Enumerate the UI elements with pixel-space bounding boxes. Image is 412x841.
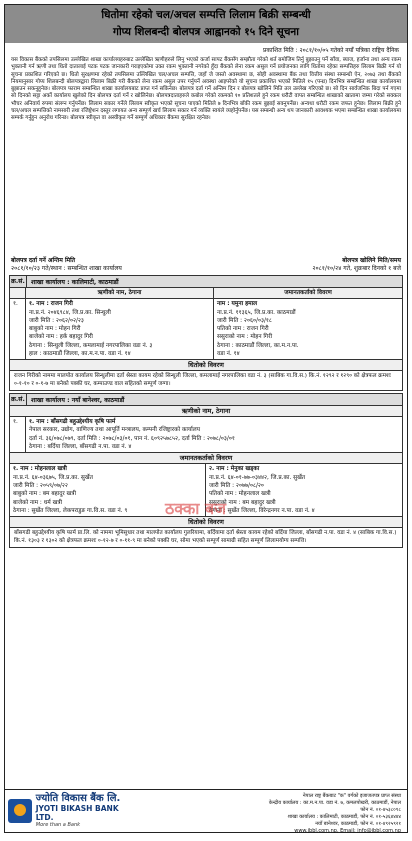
intro-paragraph: यस विकास बैंकको तपसिलमा उल्लेखित शाखा कार्यालयहरुबाट उल्लेखित ऋणीहरुले लिनु भएको कर्जा सापट बैंकसँग सम्झौता गरेको शर्त बमोजिम तिर्नु बुझाउनु पर्ने साँवा, ब्याज, हर्जाना तथा अन्य रकम भुक्तानी गर्न ऋणी तथा धितो दातालाई पटक पटक जानकारी गराइएकोमा उक्त रकम भुक्तानी नगरेको हुँदा बैंकको लेना रकम असुल गर्ने प्रयोजनका लागि धितोमा रहेका सम्पत्तिहरु लिलाम बिक्री गर्न यो सूचना प्रकाशित गरिएको छ। धितो सुरक्षणमा रहेको तपसिलमा उल्लिखित चल/अचल सम्पत्ति, जहाँ जे जस्तो अवस्थामा छ, सोही अवस्थामा बैंक तथा वित्तीय संस्था सम्बन्धी ऐन, २०७३ तथा बैंकको नियमानुसार गोप्य शिलबन्दी बोलपत्रद्वारा लिलाम बिक्री गरी बैंकको लेना रकम असुल उपर गर्नुपर्ने अवस्था आइपरेको यो सूचना प्रकाशित भएको मितिले १५ (पन्ध्र) दिनभित्र सम्बन्धित शाखा कार्यालयमा बुझाउन सकनुहुनेछ। बोलपत्र फाराम सम्बन्धित शाखा कार्यालयबाट प्राप्त गर्न सकिनेछ। बोलपत्र दर्ता गर्ने अन्तिम दिन र बोलपत्र खोलिने मिति तल उल्लेख गरिएको छ। सो दिन सार्वजनिक बिदा पर्न गएमा सो दिनको सट्टा अर्को कार्यालय खुलेको दिन बोलपत्र दर्ता गर्ने र खोलिनेछ। बोलपत्रदाताहरुले कबोल गरेको रकमको १० प्रतिशतले हुने रकम धरौटी वापत सम्बन्धित शाखाको खातामा जम्मा गरेको सक्कल भौचर अनिवार्य रुपमा संलग्न गर्नुपर्नेछ। लिलाम सकार गर्नेले लिलाम स्वीकृत भएको सूचना पाएको मितिले ७ दिनभित्र बाँकी रकम बुझाई सक्नुपर्नेछ। अन्यथा धरौटी रकम जफत हुनेछ। लिलाम बिक्री हुने चल/अचल सम्पत्तिको नामसारी तथा रजिष्ट्रेशन दस्तुर लगायत अन्य सम्पूर्ण खर्च लिलाम सकार गर्ने व्यक्ति स्वयंले व्यहोर्नुपर्नेछ। यस सम्बन्धी अन्य थप जानकारी आवश्यक भएमा सम्बन्धित शाखा कार्यालयमा सम्पर्क गर्नुहुन अनुरोध गरिन्छ। बोलपत्र स्वीकृत वा अस्वीकृत गर्ने सम्पूर्ण अधिकार बैंकमा सुरक्षित रहनेछ। [11, 57, 401, 122]
deadline-value-left: २०८१/१०/२३ गते/स्थान : सम्बन्धित शाखा कार्यालय [11, 265, 122, 272]
regulatory-note: नेपाल राष्ट्र बैंकबाट "क" वर्गको इजाजतपत्र प्राप्त संस्था [302, 793, 401, 799]
detail-line: नाम : यमुना हमाल [217, 301, 258, 308]
borrower-row [10, 417, 402, 453]
collateral-header: धितोको विवरण [10, 360, 402, 371]
footer-contact [141, 790, 407, 832]
website-email: www.jbbl.com.np, Email: info@jbbl.com.np [294, 828, 401, 834]
deadline-values [5, 265, 407, 273]
detail-line: जारी मिति : २०६०/०३/१८ [217, 317, 272, 324]
detail-line: दर्ता नं. ३६/०७८/०७९, दर्ता मिति : २०७८/०३/०१, पान नं. ६०९२५७८५२, दर्ता मिति : २०७८/०३/०१ [29, 435, 235, 442]
bank-name-english: JYOTI BIKASH BANK LTD. [35, 804, 119, 822]
collateral-header: धितोको विवरण [10, 517, 402, 528]
detail-line: जारी मिति : २०७७/०८/२० [209, 482, 264, 489]
blank-header [10, 288, 26, 299]
branch-address-1: शाखा कार्यालय : कालिमाटी, काठमाडौं, फोन नं. ०१-५३६४४४४ [287, 814, 401, 820]
detail-line: बाजेको नाम : धर्म खत्री [13, 499, 63, 506]
bank-tagline: More than a Bank [35, 822, 81, 828]
detail-line: ठेगाना : सुर्खेत जिल्ला, विरेन्द्रनगर न.पा. वडा नं. ४ [209, 507, 315, 514]
branch-label: शाखा कार्यालय : कालिमाटी, काठमाडौं [31, 279, 119, 286]
detail-line: ठेगाना : सुर्खेत जिल्ला, लेकपराडुङ गा.वि.स. वडा नं. ९ [13, 507, 128, 514]
watermark-logo: ठक्का बज [165, 499, 227, 518]
branch-address-2: नयाँ बानेश्वर, काठमाडौं, फोन नं. ०१-४९२५९२१ [315, 821, 401, 827]
detail-line: २. नाम : मेनुका खड्का [209, 466, 260, 473]
guarantor-header: जमानतकर्ताको विवरण [214, 288, 402, 299]
title-line-2: गोप्य शिलबन्दी बोलपत्र आह्वानको १५ दिने सूचना [113, 26, 299, 38]
borrower-details [26, 299, 214, 360]
detail-line: ठेगाना : काठमाडौं जिल्ला, का.म.न.पा. [217, 342, 299, 349]
detail-line: ना.प्र.नं. ६४-०१-७७-०३४४२, जि.प्र.का. सुर्खेत [209, 474, 306, 481]
detail-line: पतिको नाम : मोहनलाल खत्री [209, 491, 271, 498]
borrower-header: ऋणीको नाम, ठेगाना [10, 406, 402, 417]
section-header [10, 394, 402, 406]
detail-line: ससुराको नाम : मोहन गिरी [217, 334, 273, 341]
bank-logo-icon [8, 799, 32, 823]
detail-line: ठेगाना : बर्दिया जिल्ला, बाँसगढी न.पा. वडा नं. ४ [29, 444, 132, 451]
detail-line: ना.प्र.नं. ६४-०३६७५, जि.प्र.का. सुर्खेत [13, 474, 93, 481]
guarantor-details [214, 299, 402, 360]
detail-line: १. नाम : राजन गिरी [29, 301, 73, 308]
publish-meta: प्रकाशित मिति : २०८१/१०/०५ गतेको नयाँ पत्रिका राष्ट्रिय दैनिक [262, 47, 399, 54]
bank-name-nepali: ज्योति विकास बैंक लि. [35, 793, 121, 804]
collateral-text: बाँसगढी बहुउद्देश्यीय कृषि फार्म प्रा.लि. को नाममा भूमिसुधार तथा मालपोत कार्यालय गुलरियामा, बर्दियामा दर्ता श्रेस्ता कायम रहेको बर्दिया जिल्ला, बाँसगढी न.पा. वडा नं. ४ (साबिक गा.वि.स.) कि.नं. १३०३ र १३०२ को क्षेत्रफल क्रमशः ०-१२-७ र ०-११-९ मा बनेको पक्की घर, सोमा भएको सम्पूर्ण सामाग्री सहित सम्पूर्ण लिलामयोग्य सम्पत्ति। [14, 530, 397, 544]
section-table [10, 288, 402, 360]
bank-logo-text [36, 793, 138, 829]
borrower-header: ऋणीको नाम, ठेगाना [26, 288, 214, 299]
row-sn: १. [10, 417, 26, 453]
deadline-labels [5, 257, 407, 265]
detail-line: हाल : काठमाडौं जिल्ला, का.म.न.पा. वडा नं. १४ [29, 351, 131, 358]
deadline-label-left: बोलपत्र दर्ता गर्ने अन्तिम मिति [11, 257, 76, 264]
detail-line: वडा नं. १४ [217, 351, 240, 358]
sn-header: क्र.सं. [10, 394, 27, 405]
detail-line: ना.प्र.नं. २०४६९८४, जि.प्र.का. सिन्धुली [29, 309, 111, 316]
section-kalimati [9, 275, 403, 391]
notice-page [4, 4, 408, 833]
detail-line: ससुराको नाम : बम बहादुर खत्री [209, 499, 276, 506]
deadline-value-right: २०८१/१०/२४ गते, शुक्रबार दिनको १ बजे [312, 265, 401, 272]
guarantor-header: जमानतकर्ताको विवरण [10, 453, 402, 464]
collateral-text: राजन गिरीको नाममा मालपोत कार्यालय सिन्धुलीमा दर्ता श्रेस्ता कायम रहेको सिन्धुली जिल्ला, कमलामाई नगरपालिका वडा नं. ३ (साबिक गा.वि.स.) कि.नं. १२९२ र १२९० को क्षेत्रफल क्रमशः ०-१-१० र ०-१-७ मा बनेको पक्की घर, कम्पाउण्ड वाल सहितको सम्पूर्ण जग्गा। [14, 373, 391, 387]
detail-line: १. नाम : मोहनलाल खत्री [13, 466, 67, 473]
section-baneshwor [9, 393, 403, 548]
detail-line: बाबुको नाम : मोहन गिरी [29, 326, 81, 333]
sn-header: क्र.सं. [10, 276, 27, 287]
branch-label: शाखा कार्यालय : नयाँ बानेश्वर, काठमाडौं [31, 397, 125, 405]
borrower-details [26, 417, 402, 453]
row-sn: १. [10, 299, 26, 360]
detail-line: बाजेको नाम : हर्क बहादुर गिरी [29, 334, 93, 341]
head-office-address: केन्द्रीय कार्यालय : का.म.न.पा. वडा नं. ७, कमलपोखरी, काठमाडौं, नेपाल [268, 800, 401, 806]
guarantor-2-details [206, 464, 402, 517]
deadline-label-right: बोलपत्र खोलिने मिति/समय [342, 257, 401, 264]
detail-line: जारी मिति : २०५९/०७/२२ [13, 482, 68, 489]
bank-logo [5, 790, 141, 832]
detail-line: बाबुको नाम : बम बहादुर खत्री [13, 491, 76, 498]
detail-line: जारी मिति : २०६२/०२/२३ [29, 317, 84, 324]
head-office-phone: फोन नं. ०१-४५३८०९८ [360, 807, 401, 813]
notice-title [5, 5, 407, 43]
title-line-1: धितोमा रहेको चल/अचल सम्पत्ति लिलाम बिक्री सम्बन्धी [101, 9, 311, 21]
section-header [10, 276, 402, 288]
detail-line: १. नाम : बाँसगढी बहुउद्देश्यीय कृषि फार्म [29, 419, 116, 426]
detail-line: नेपाल सरकार, उद्योग, वाणिज्य तथा आपूर्ति मन्त्रालय, कम्पनी रजिष्ट्रारको कार्यालय [29, 427, 201, 434]
detail-line: पतिको नाम : राजन गिरी [217, 326, 269, 333]
detail-line: ठेगाना : सिन्धुली जिल्ला, कमलामाई नगरपालिका वडा नं. ३ [29, 342, 153, 349]
footer [5, 789, 407, 832]
detail-line: ना.प्र.नं. ११३६५, जि.प्र.का. काठमाडौं [217, 309, 296, 316]
